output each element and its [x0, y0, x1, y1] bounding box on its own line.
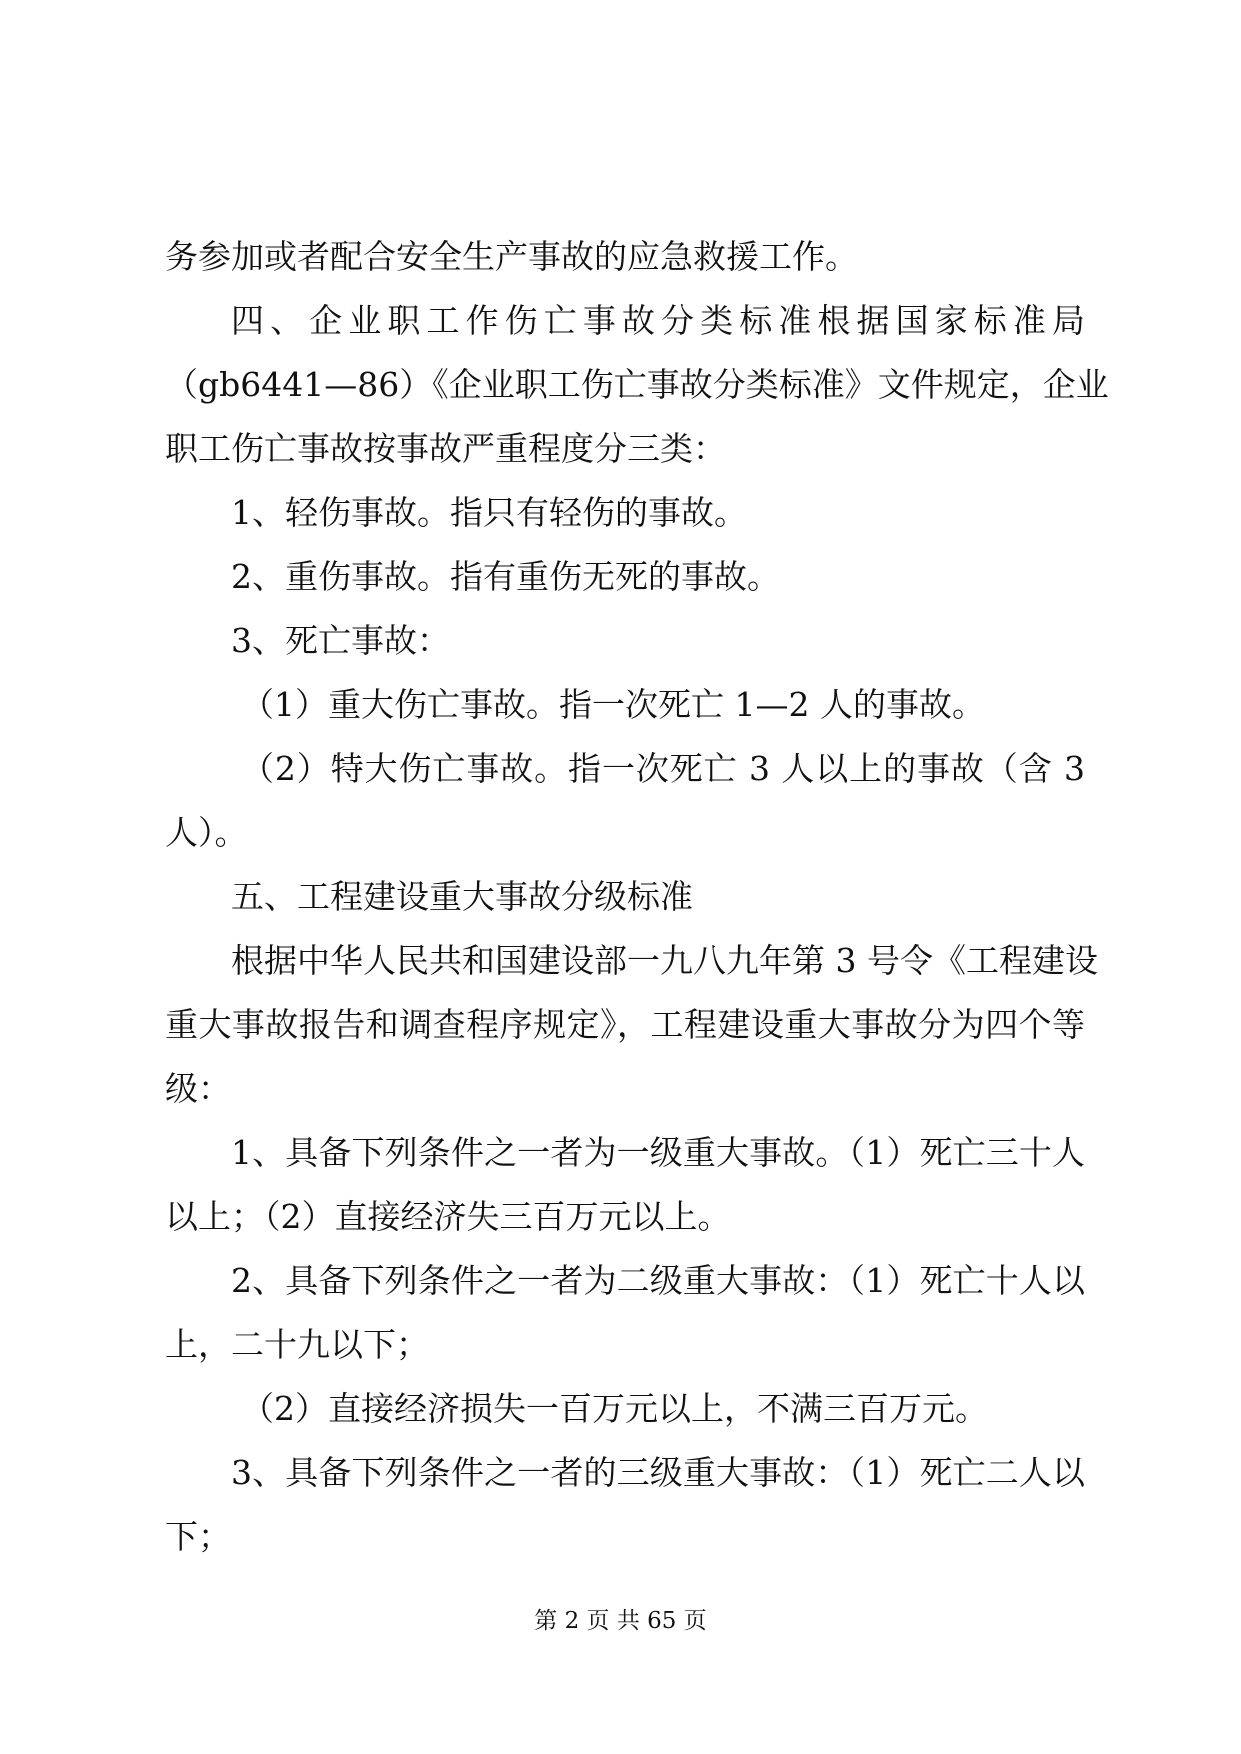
text-line: 人）。 [165, 813, 248, 852]
text-line: 3、具备下列条件之一者的三级重大事故：（1）死亡二人以 [231, 1453, 1085, 1492]
document-body [165, 225, 1109, 1569]
text-line: 根据中华人民共和国建设部一九八九年第 3 号令《工程建设 [231, 941, 1098, 980]
text-line: 2、具备下列条件之一者为二级重大事故：（1）死亡十人以 [231, 1261, 1085, 1300]
text-line: 务参加或者配合安全生产事故的应急救援工作。 [165, 237, 858, 276]
text-line: 重大事故报告和调查程序规定》，工程建设重大事故分为四个等 [165, 1005, 1085, 1044]
text-line: （1）重大伤亡事故。指一次死亡 1—2 人的事故。 [241, 685, 985, 724]
text-line: 1、轻伤事故。指只有轻伤的事故。 [231, 493, 747, 532]
text-line: 上，二十九以下； [165, 1325, 429, 1364]
text-line: 2、重伤事故。指有重伤无死的事故。 [231, 557, 780, 596]
text-line: 以上；（2）直接经济失三百万元以上。 [165, 1197, 731, 1236]
text-line: （2）特大伤亡事故。指一次死亡 3 人以上的事故（含 3 [241, 749, 1085, 788]
text-line: 四、企业职工作伤亡事故分类标准根据国家标准局 [231, 301, 1085, 340]
text-line: 3、死亡事故： [231, 621, 450, 660]
text-line: 级： [165, 1069, 231, 1108]
text-line: 1、具备下列条件之一者为一级重大事故。（1）死亡三十人 [231, 1133, 1085, 1172]
section-heading: 五、工程建设重大事故分级标准 [231, 877, 693, 916]
text-line: 下； [165, 1517, 231, 1556]
text-line: （gb6441—86）《企业职工伤亡事故分类标准》文件规定，企业 [165, 365, 1109, 404]
text-line: 职工伤亡事故按事故严重程度分三类： [165, 429, 726, 468]
page-footer: 第 2 页 共 65 页 [534, 1608, 707, 1634]
text-line: （2）直接经济损失一百万元以上，不满三百万元。 [241, 1389, 988, 1428]
